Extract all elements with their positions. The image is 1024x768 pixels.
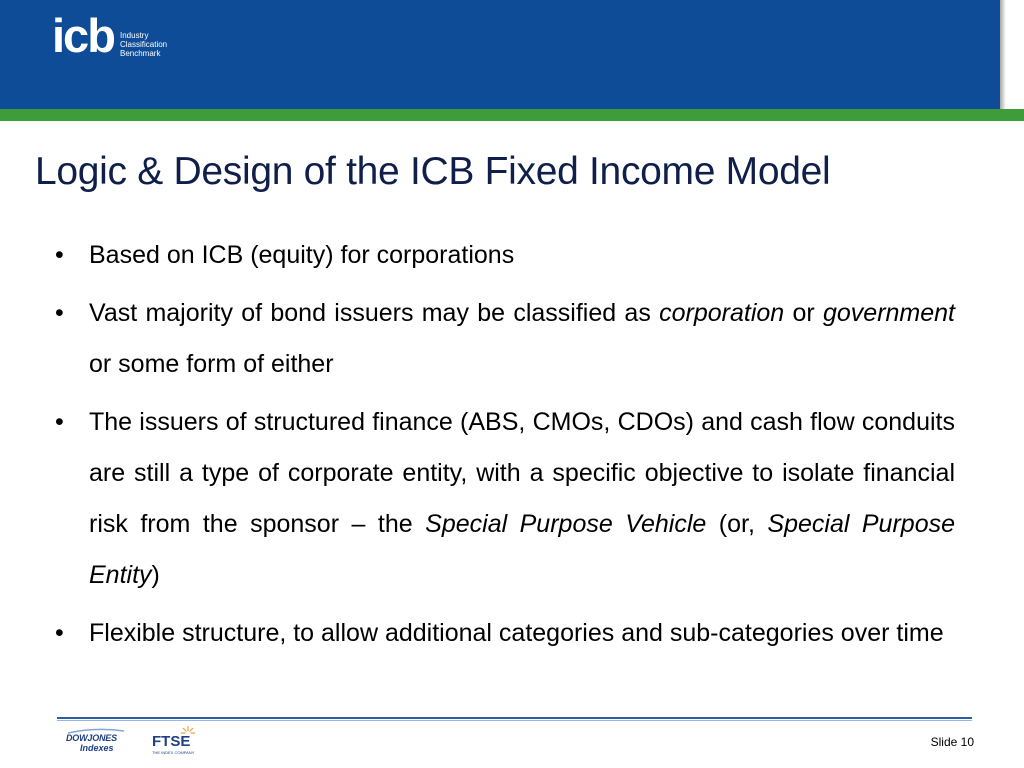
bullet-item — [55, 608, 955, 659]
logo-sub-line: Classification — [120, 40, 168, 49]
slide-number: Slide 10 — [930, 735, 974, 749]
bullet-emphasis: Special Purpose Entity — [89, 510, 956, 589]
bullet-text: Flexible structure, to allow additional categories and sub-categories over time — [89, 619, 944, 647]
footer-divider-light — [57, 720, 972, 721]
bullet-text: ) — [151, 561, 160, 589]
bullet-emphasis: corporation — [659, 299, 785, 327]
bullet-item — [55, 230, 955, 281]
footer-divider — [57, 717, 972, 719]
bullet-item — [55, 288, 955, 390]
header-shadow — [1000, 0, 1006, 112]
dj-logo-bottom: Indexes — [80, 743, 114, 753]
accent-band — [0, 109, 1024, 121]
bullet-text: or — [784, 299, 823, 327]
star-burst-icon — [181, 726, 195, 740]
bullet-text: The issuers of structured finance (ABS, CMOs, CDOs) and cash flow conduits are still a type of corporate entity, with a specific objective to isolate financial risk from the sponsor – the — [89, 408, 955, 538]
dj-logo-top: DOWJONES — [66, 733, 117, 743]
logo-sub-line: Industry — [120, 31, 149, 40]
slide-title: Logic & Design of the ICB Fixed Income Model — [35, 150, 831, 193]
ftse-tagline: THE INDEX COMPANY — [152, 750, 195, 755]
bullet-emphasis: Special Purpose Vehicle — [425, 510, 707, 538]
dow-jones-indexes-logo — [66, 733, 117, 753]
logo-sub-line: Benchmark — [120, 49, 161, 58]
bullet-item — [55, 397, 955, 601]
bullet-text: (or, — [706, 510, 768, 538]
bullet-text: Based on ICB (equity) for corporations — [89, 241, 515, 269]
icb-logo: icb — [52, 9, 114, 62]
bullet-text: Vast majority of bond issuers may be classified as — [89, 299, 660, 327]
bullet-emphasis: government — [822, 299, 956, 327]
bullet-text: or some form of either — [89, 350, 334, 378]
ftse-logo: FTSE — [152, 733, 191, 750]
icb-logo-subtitle — [120, 31, 167, 58]
bullet-list — [55, 230, 955, 666]
